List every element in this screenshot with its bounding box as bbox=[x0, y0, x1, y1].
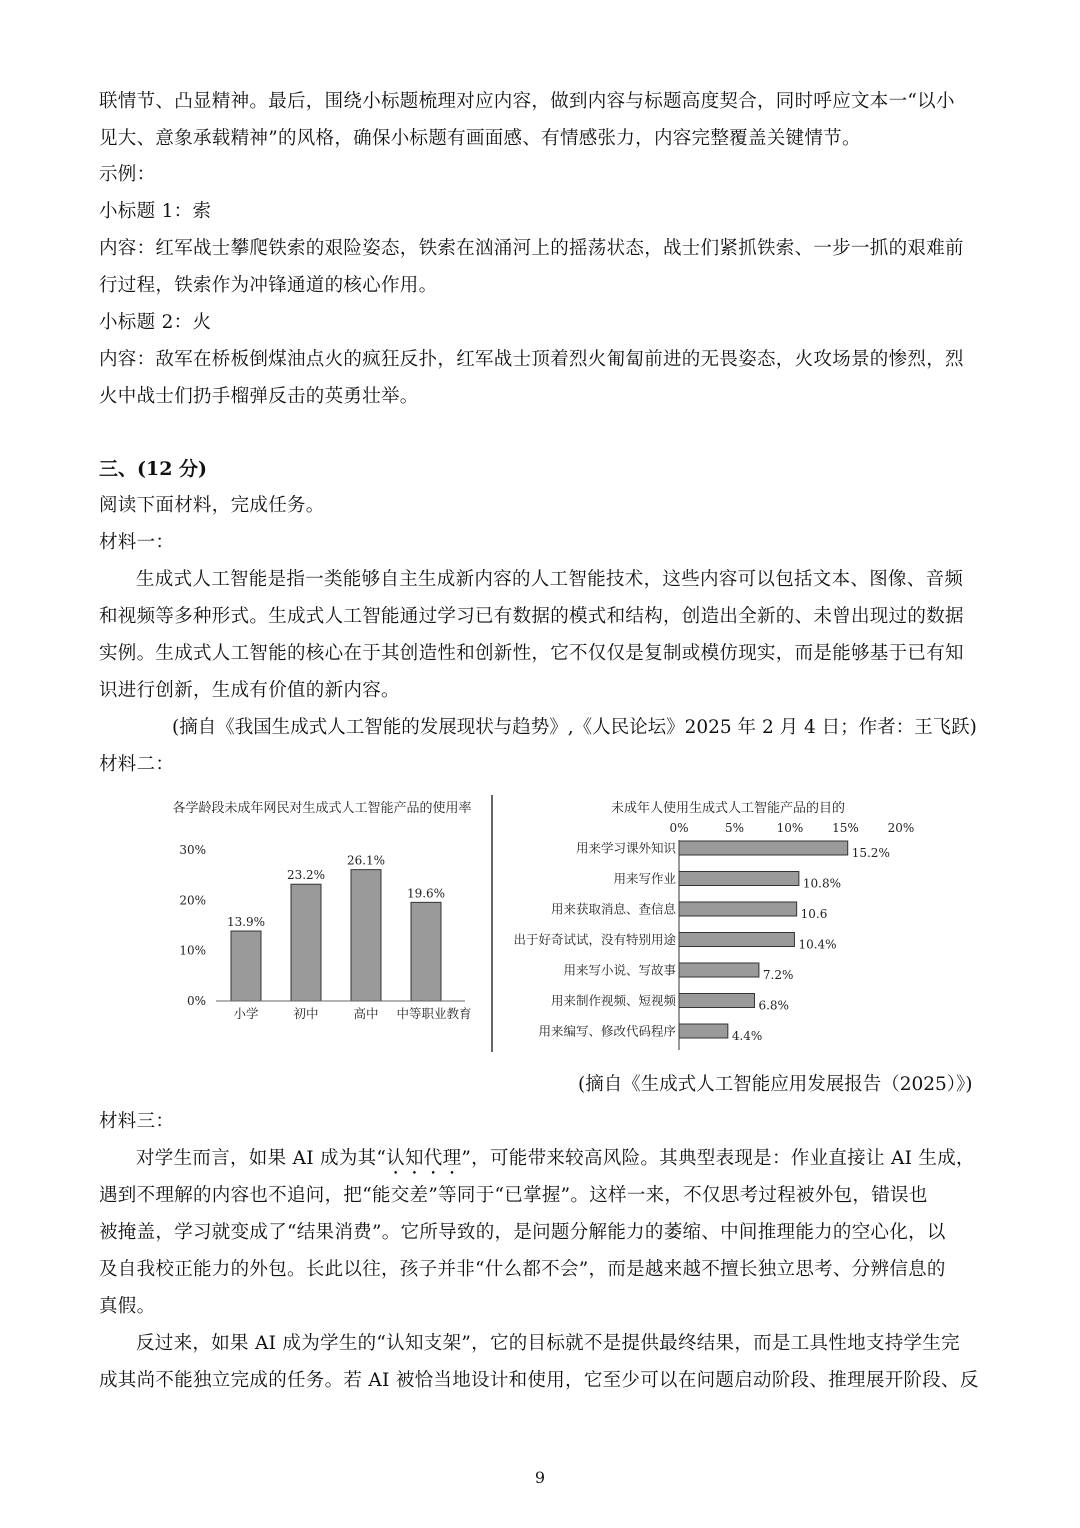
section-instruction: 阅读下面材料，完成任务。 bbox=[99, 495, 325, 516]
chart-1-bar bbox=[351, 870, 381, 1001]
chart-1-bar bbox=[411, 902, 441, 1001]
chart-2-category-label: 用来编写、修改代码程序 bbox=[538, 1023, 676, 1039]
chart-2-xtick: 10% bbox=[776, 821, 804, 835]
material-1-line: 识进行创新，生成有价值的新内容。 bbox=[99, 680, 400, 701]
subtitle-1: 小标题 1：索 bbox=[99, 201, 212, 222]
material-3-label: 材料三： bbox=[99, 1111, 175, 1132]
material-2-label: 材料二： bbox=[99, 754, 175, 775]
material-1-source: (摘自《我国生成式人工智能的发展现状与趋势》,《人民论坛》2025 年 2 月 4 日；作者：王飞跃) bbox=[172, 717, 977, 738]
chart-2-category-label: 用来制作视频、短视频 bbox=[550, 993, 676, 1008]
chart-1-value-label: 19.6% bbox=[406, 886, 446, 901]
chart-2-value-label: 10.6 bbox=[800, 907, 828, 921]
chart-1-category-label: 高中 bbox=[353, 1006, 379, 1021]
chart-2-category-label: 用来写小说、写故事 bbox=[563, 962, 676, 978]
chart-1-bar bbox=[291, 884, 321, 1001]
chart-2-category-label: 用来写作业 bbox=[613, 871, 676, 886]
material-3-line: 成其尚不能独立完成的任务。若 AI 被恰当地设计和使用，它至少可以在问题启动阶段、推理展开阶段、反 bbox=[99, 1370, 979, 1391]
chart-2-bar bbox=[679, 1024, 728, 1038]
subtitle-2: 小标题 2：火 bbox=[99, 312, 212, 333]
material-3-line: 遇到不理解的内容也不追问，把“能交差”等同于“已掌握”。这样一来，不仅思考过程被外包，错误也 bbox=[99, 1185, 928, 1206]
material-1-line: 生成式人工智能是指一类能够自主生成新内容的人工智能技术，这些内容可以包括文本、图像、音频 bbox=[136, 569, 964, 590]
section-title: 三、(12 分) bbox=[99, 458, 208, 480]
chart-1-title: 各学龄段未成年网民对生成式人工智能产品的使用率 bbox=[172, 801, 472, 816]
chart-2-xtick: 0% bbox=[669, 821, 689, 835]
chart-2-value-label: 7.2% bbox=[762, 968, 794, 982]
material-3-text: 对学生而言，如果 AI 成为其“ bbox=[136, 1148, 387, 1169]
chart-2-xtick: 15% bbox=[832, 821, 859, 835]
chart-2-xtick: 5% bbox=[724, 821, 745, 835]
material-1-label: 材料一： bbox=[99, 532, 175, 553]
material-1-line: 和视频等多种形式。生成式人工智能通过学习已有数据的模式和结构，创造出全新的、未曾出现过的数据 bbox=[99, 606, 964, 627]
chart-2-bar bbox=[679, 963, 759, 977]
material-1-line: 实例。生成式人工智能的核心在于其创造性和创新性，它不仅仅是复制或模仿现实，而是能够基于已有知 bbox=[99, 643, 964, 664]
chart-2-bar bbox=[679, 933, 794, 947]
chart-1-ytick: 20% bbox=[179, 893, 206, 908]
material-3-line: 被掩盖，学习就变成了“结果消费”。它所导致的，是问题分解能力的萎缩、中间推理能力的空心化，以 bbox=[99, 1222, 946, 1243]
chart-2-category-label: 用来学习课外知识 bbox=[575, 840, 676, 856]
chart-1-category-label: 小学 bbox=[233, 1006, 259, 1021]
subtitle-1-content: 行过程，铁索作为冲锋通道的核心作用。 bbox=[99, 275, 438, 296]
paragraph-line: 见大、意象承载精神”的风格，确保小标题有画面感、有情感张力，内容完整覆盖关键情节。 bbox=[99, 128, 861, 149]
subtitle-1-content: 内容：红军战士攀爬铁索的艰险姿态，铁索在汹涌河上的摇荡状态，战士们紧抓铁索、一步一抓的艰难前 bbox=[99, 238, 964, 259]
chart-2-bar bbox=[679, 841, 848, 855]
chart-1-bar bbox=[231, 931, 261, 1001]
chart-1-ytick: 10% bbox=[179, 943, 206, 958]
chart-2-value-label: 10.4% bbox=[798, 937, 837, 952]
subtitle-2-content: 火中战士们扔手榴弹反击的英勇壮举。 bbox=[99, 386, 419, 407]
chart-1-value-label: 26.1% bbox=[346, 853, 386, 868]
material-2-source: (摘自《生成式人工智能应用发展报告（2025）》) bbox=[578, 1074, 973, 1095]
chart-1-value-label: 23.2% bbox=[286, 868, 326, 883]
chart-1-value-label: 13.9% bbox=[226, 915, 266, 930]
chart-2-xtick: 20% bbox=[887, 821, 915, 835]
material-3-line: 真假。 bbox=[99, 1296, 156, 1317]
subtitle-2-content: 内容：敌军在桥板倒煤油点火的疯狂反扑，红军战士顶着烈火匍匐前进的无畏姿态，火攻场景的惨烈，烈 bbox=[99, 349, 964, 370]
chart-1-category-label: 初中 bbox=[293, 1006, 319, 1021]
chart-2-bar bbox=[679, 872, 799, 886]
chart-2-category-label: 出于好奇试试，没有特别用途 bbox=[513, 932, 676, 947]
chart-2-value-label: 10.8% bbox=[802, 876, 842, 891]
material-3-line: 反过来，如果 AI 成为学生的“认知支架”，它的目标就不是提供最终结果，而是工具性地支持学生完 bbox=[136, 1333, 960, 1354]
charts-svg bbox=[160, 790, 960, 1070]
chart-2-value-label: 6.8% bbox=[758, 998, 789, 1013]
material-2-charts bbox=[160, 790, 960, 1070]
chart-2-category-label: 用来获取消息、查信息 bbox=[550, 901, 676, 917]
chart-1-ytick: 0% bbox=[186, 994, 206, 1008]
paragraph-line: 联情节、凸显精神。最后，围绕小标题梳理对应内容，做到内容与标题高度契合，同时呼应文本一“以小 bbox=[99, 91, 955, 112]
chart-1-category-label: 中等职业教育 bbox=[396, 1006, 472, 1021]
chart-2-bar bbox=[679, 994, 754, 1008]
example-label: 示例： bbox=[99, 164, 156, 185]
page-number: 9 bbox=[534, 1468, 546, 1487]
material-3-text: ”，可能带来较高风险。其典型表现是：作业直接让 AI 生成， bbox=[461, 1148, 975, 1169]
chart-2-bar bbox=[679, 902, 797, 916]
chart-1-ytick: 30% bbox=[179, 843, 206, 857]
emphasized-term: 认知代理 bbox=[386, 1148, 462, 1169]
chart-2-value-label: 4.4% bbox=[731, 1029, 763, 1043]
chart-2-title: 未成年人使用生成式人工智能产品的目的 bbox=[610, 801, 846, 816]
material-3-line: 及自我校正能力的外包。长此以往，孩子并非“什么都不会”，而是越来越不擅长独立思考、分辨信息的 bbox=[99, 1259, 946, 1280]
chart-2-value-label: 15.2% bbox=[851, 846, 890, 860]
material-3-line bbox=[136, 1147, 975, 1179]
